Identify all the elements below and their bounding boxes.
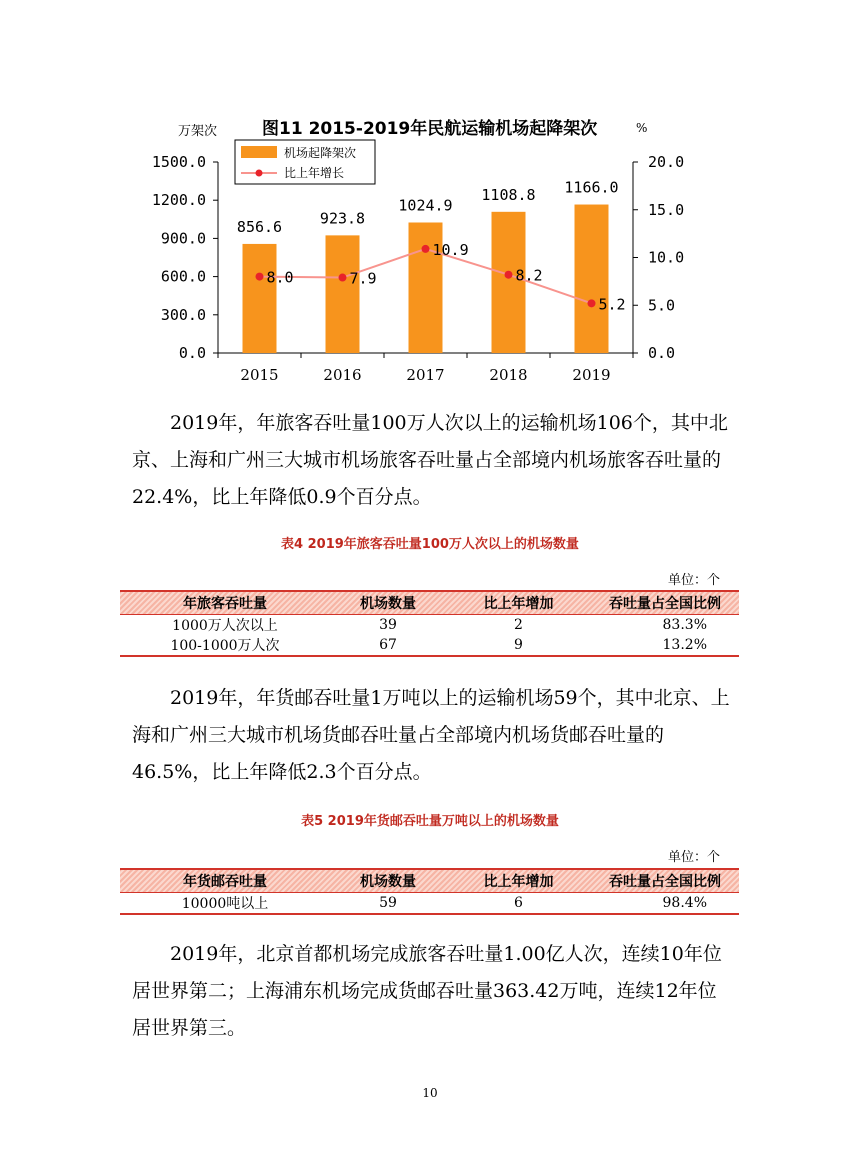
legend-line-marker (256, 170, 263, 177)
table-cell: 98.4% (591, 893, 739, 915)
right-tick-label: 15.0 (648, 200, 685, 219)
bar-value-label: 1166.0 (564, 178, 619, 197)
legend-bar-label: 机场起降架次 (284, 146, 357, 160)
bar-value-label: 856.6 (236, 217, 283, 236)
x-tick-label: 2019 (572, 366, 611, 384)
table5-header-cell: 比上年增加 (446, 869, 591, 893)
table4-header-cell: 比上年增加 (446, 591, 591, 615)
table4-header-cell: 机场数量 (330, 591, 446, 615)
bar-value-label: 923.8 (319, 209, 366, 228)
left-tick-label: 300.0 (160, 305, 206, 324)
right-tick-label: 0.0 (648, 344, 676, 362)
x-tick-label: 2018 (489, 366, 528, 384)
left-tick-label: 900.0 (160, 229, 206, 248)
right-tick-label: 5.0 (648, 296, 676, 315)
legend-bar-swatch (241, 146, 277, 158)
table4 (120, 590, 739, 657)
page-number: 10 (422, 1086, 438, 1100)
growth-point (588, 299, 596, 307)
left-tick-label: 0.0 (178, 344, 206, 362)
table-cell: 2 (514, 617, 523, 633)
table-cell: 9 (446, 635, 591, 656)
growth-value-label: 5.2 (598, 295, 626, 314)
legend-line-label: 比上年增长 (284, 166, 345, 180)
table-cell: 13.2% (591, 635, 739, 656)
table-cell: 6 (446, 893, 591, 915)
growth-value-label: 7.9 (349, 269, 377, 288)
chart-title: 图11 2015-2019年民航运输机场起降架次 (262, 119, 598, 139)
bar-value-label: 1108.8 (481, 185, 536, 204)
left-tick-label: 1500.0 (151, 153, 206, 171)
growth-value-label: 8.0 (266, 268, 294, 287)
chart-right-axis-unit: % (636, 121, 648, 135)
left-tick-label: 600.0 (160, 267, 206, 286)
growth-point (422, 245, 430, 253)
table5-caption: 表5 2019年货邮吞吐量万吨以上的机场数量 (301, 814, 559, 829)
paragraph-1-text: 2019年，年旅客吞吐量100万人次以上的运输机场106个，其中北京、上海和广州三大城市机场旅客吞吐量占全部境内机场旅客吞吐量的22.4%，比上年降低0.9个百分点。 (132, 412, 728, 508)
table-cell: 59 (330, 893, 446, 915)
growth-point (505, 271, 513, 279)
right-tick-label: 20.0 (648, 153, 685, 171)
growth-point (339, 274, 347, 282)
table-cell: 39 (379, 617, 397, 633)
table-row (120, 893, 739, 915)
table-row (120, 635, 739, 656)
table5-header-row (120, 869, 739, 893)
paragraph-2-text: 2019年，年货邮吞吐量1万吨以上的运输机场59个，其中北京、上海和广州三大城市机场货邮吞吐量占全部境内机场货邮吞吐量的46.5%，比上年降低2.3个百分点。 (132, 687, 730, 783)
table-cell: 67 (330, 635, 446, 656)
table4-header-cell: 年旅客吞吐量 (120, 591, 330, 615)
table-cell: 1000万人次以上 (172, 618, 278, 634)
table5-header-cell: 机场数量 (330, 869, 446, 893)
chart-legend (235, 140, 375, 184)
right-tick-label: 10.0 (648, 248, 685, 267)
x-tick-label: 2015 (240, 366, 279, 384)
paragraph-2 (132, 680, 732, 791)
bar-line-chart (0, 0, 860, 400)
paragraph-1 (132, 405, 732, 516)
table4-header-row (120, 591, 739, 615)
paragraph-3-text: 2019年，北京首都机场完成旅客吞吐量1.00亿人次，连续10年位居世界第二；上海浦东机场完成货邮吞吐量363.42万吨，连续12年位居世界第三。 (132, 943, 722, 1039)
table5-unit: 单位：个 (668, 850, 721, 865)
growth-value-label: 8.2 (515, 266, 543, 285)
table-row (120, 615, 739, 636)
paragraph-3 (132, 936, 732, 1047)
table5-header-cell: 年货邮吞吐量 (120, 869, 330, 893)
growth-value-label: 10.9 (432, 240, 469, 259)
x-tick-label: 2016 (323, 366, 362, 384)
bar (326, 235, 360, 353)
table4-caption: 表4 2019年旅客吞吐量100万人次以上的机场数量 (281, 537, 579, 552)
bar (243, 244, 277, 353)
bar (575, 205, 609, 353)
growth-point (256, 273, 264, 281)
table4-header-cell: 吞吐量占全国比例 (591, 591, 739, 615)
table4-unit: 单位：个 (668, 573, 721, 588)
left-tick-label: 1200.0 (151, 191, 206, 210)
table5-header-cell: 吞吐量占全国比例 (591, 869, 739, 893)
chart-left-axis-unit: 万架次 (178, 124, 218, 139)
bar-value-label: 1024.9 (398, 196, 453, 215)
x-tick-label: 2017 (406, 366, 445, 384)
bar-series (243, 205, 609, 353)
table-cell: 10000吨以上 (120, 893, 330, 915)
table5 (120, 868, 739, 915)
table-cell: 83.3% (662, 617, 707, 633)
table-cell: 100-1000万人次 (120, 635, 330, 656)
